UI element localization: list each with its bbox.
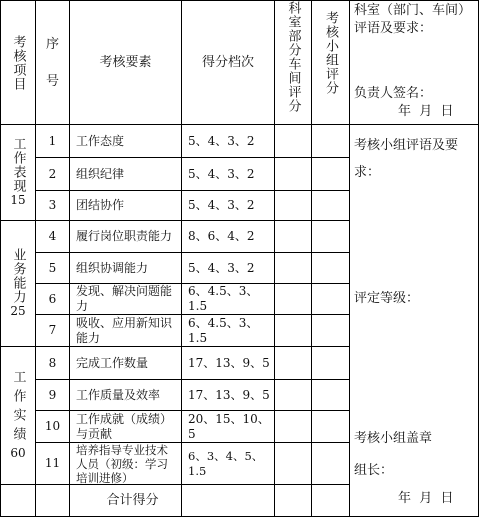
header-group-score bbox=[312, 1, 349, 124]
category-business-ability bbox=[1, 221, 35, 346]
row-levels: 5、4、3、2 bbox=[188, 260, 255, 275]
header-element: 考核要素 bbox=[99, 55, 152, 70]
row-element: 吸收、应用新知识能力 bbox=[76, 315, 173, 345]
row-element: 培养指导专业技术人员（初级：学习培训进修） bbox=[76, 442, 168, 485]
row-levels: 5、4、3、2 bbox=[188, 198, 255, 212]
dept-comment-prompt bbox=[354, 2, 476, 42]
category-work-results bbox=[1, 347, 35, 484]
header-seq bbox=[36, 1, 69, 124]
row-no: 11 bbox=[44, 456, 61, 470]
category-work-performance bbox=[1, 125, 35, 220]
row-levels: 6、4.5、3、1.5 bbox=[188, 284, 259, 313]
row-no: 3 bbox=[48, 198, 57, 212]
header-category-text: 考核项目 bbox=[10, 34, 26, 91]
row-element: 组织纪律 bbox=[76, 166, 125, 181]
group-comment-text: 考核小组评语及要求： bbox=[354, 138, 459, 180]
dept-comment-text: 科室（部门、车间）评语及要求： bbox=[354, 3, 472, 36]
category-label: 业务能力 bbox=[10, 248, 26, 304]
group-comment-label bbox=[354, 132, 474, 182]
row-no: 1 bbox=[48, 133, 57, 148]
row-levels: 5、4、3、2 bbox=[188, 133, 255, 148]
header-date: 年 月 日 bbox=[398, 103, 454, 119]
row-no: 10 bbox=[44, 419, 61, 433]
header-category bbox=[1, 1, 35, 124]
row-element: 履行岗位职责能力 bbox=[76, 229, 173, 243]
header-dept-score bbox=[275, 1, 311, 124]
row-no: 9 bbox=[48, 387, 57, 402]
row-levels: 5、4、3、2 bbox=[188, 166, 255, 181]
row-levels: 20、15、10、5 bbox=[188, 411, 270, 441]
category-total: 15 bbox=[10, 193, 26, 207]
row-no: 4 bbox=[48, 229, 57, 243]
leader-label: 组长： bbox=[354, 462, 394, 478]
row-no: 7 bbox=[48, 323, 57, 337]
header-group-score-text: 考核小组评分 bbox=[323, 11, 338, 95]
header-score-levels: 得分档次 bbox=[201, 55, 254, 70]
category-total: 60 bbox=[10, 446, 26, 460]
rating-label: 评定等级： bbox=[354, 290, 420, 306]
row-levels: 8、6、4、2 bbox=[188, 229, 255, 243]
row-element: 组织协调能力 bbox=[76, 260, 149, 275]
header-seq-bottom: 号 bbox=[45, 73, 59, 89]
row-element: 工作态度 bbox=[76, 133, 125, 148]
row-no: 2 bbox=[48, 166, 57, 181]
row-levels: 6、3、4、5、1.5 bbox=[188, 448, 264, 478]
header-dept-score-text: 科室部分车间评分 bbox=[285, 1, 301, 113]
signature-label: 负责人签名： bbox=[354, 85, 433, 101]
row-levels: 17、13、9、5 bbox=[188, 387, 270, 402]
row-element: 团结协作 bbox=[76, 198, 125, 212]
row-no: 5 bbox=[48, 260, 57, 275]
row-levels: 6、4.5、3、1.5 bbox=[188, 315, 259, 345]
row-element: 完成工作数量 bbox=[76, 355, 149, 370]
category-label: 工作实绩 bbox=[10, 370, 26, 446]
row-element: 工作质量及效率 bbox=[76, 387, 161, 402]
header-seq-top: 序 bbox=[45, 36, 59, 52]
row-no: 6 bbox=[48, 291, 57, 306]
row-no: 8 bbox=[48, 355, 57, 370]
category-total: 25 bbox=[10, 304, 26, 318]
panel-date: 年 月 日 bbox=[398, 490, 454, 506]
row-element: 发现、解决问题能力 bbox=[76, 284, 173, 313]
row-element: 工作成就（成绩）与贡献 bbox=[76, 411, 173, 441]
total-label: 合计得分 bbox=[106, 493, 159, 508]
row-levels: 17、13、9、5 bbox=[188, 355, 270, 370]
group-seal-label: 考核小组盖章 bbox=[354, 430, 433, 446]
category-label: 工作表现 bbox=[10, 137, 26, 193]
